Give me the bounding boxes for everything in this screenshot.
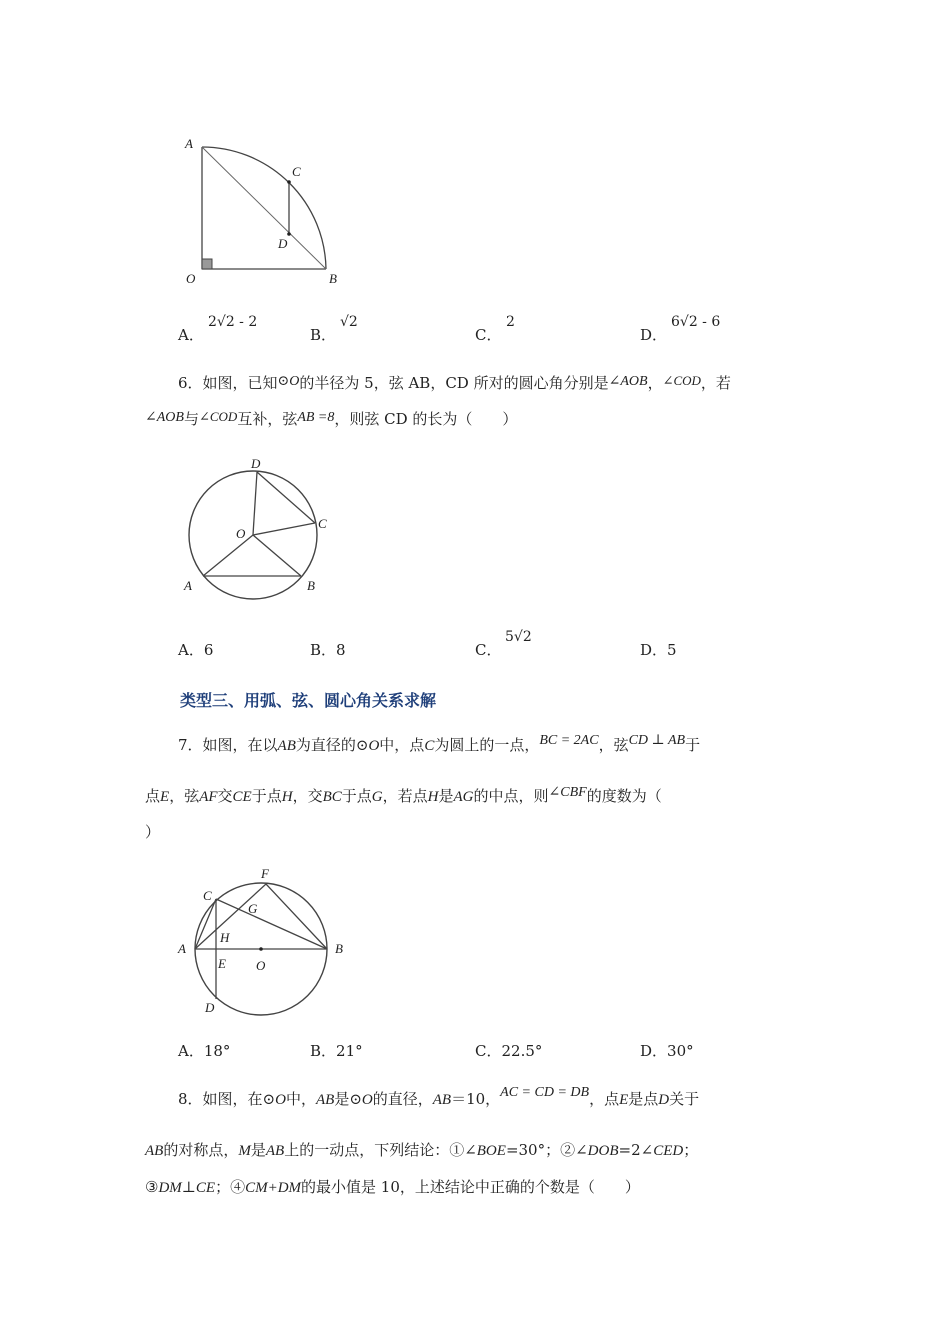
q5-label-c: C <box>292 164 301 179</box>
q7-option-a: A．18° <box>178 1042 231 1060</box>
q7-label-c: C <box>203 888 212 903</box>
q7-option-b: B．21° <box>310 1042 363 1060</box>
q8-line-3: ③DM⊥CE；④CM+DM的最小值是 10，上述结论中正确的个数是（ ） <box>145 1178 640 1196</box>
q7-label-e: E <box>218 956 226 971</box>
q5-option-b-value: √2 <box>340 314 358 330</box>
q7-label-b: B <box>335 941 343 956</box>
q7-line-1: 7．如图，在以AB为直径的⊙O中，点C为圆上的一点，BC = 2AC，弦CD ⊥ AB于 <box>178 733 701 754</box>
q5-option-c: C． <box>475 326 502 344</box>
q6-option-b: B．8 <box>310 641 346 659</box>
q7-label-d: D <box>205 1000 215 1015</box>
q6-label-c: C <box>318 516 327 531</box>
q7-label-a: A <box>178 941 186 956</box>
q7-line-2: 点E，弦AF交CE于点H，交BC于点G，若点H是AG的中点，则∠CBF的度数为（ <box>145 785 662 805</box>
q6-label-o: O <box>236 526 246 541</box>
q6-option-c-value: 5√2 <box>505 629 532 645</box>
q8-line-2: AB的对称点，M是AB上的一动点，下列结论：①∠BOE=30°；②∠DOB=2∠CED； <box>145 1141 699 1159</box>
q5-label-d: D <box>278 236 288 251</box>
q7-line-3: ） <box>145 823 161 841</box>
q6-label-a: A <box>184 578 192 593</box>
q6-line-1: 6．如图，已知⊙O的半径为 5，弦 AB，CD 所对的圆心角分别是∠AOB，∠COD，若 <box>178 373 731 392</box>
q5-option-a-value: 2√2 - 2 <box>208 314 258 330</box>
section-heading: 类型三、用弧、弦、圆心角关系求解 <box>180 691 437 710</box>
q7-label-f: F <box>261 866 269 881</box>
q6-line-2: ∠AOB与∠COD互补，弦AB =8，则弦 CD 的长为（ ） <box>145 409 518 428</box>
q5-option-a: A． <box>178 326 204 344</box>
q7-label-g: G <box>248 901 258 916</box>
q8-line-1: 8．如图，在⊙O中，AB是⊙O的直径，AB＝10，AC = CD = DB，点E是点D关于 <box>178 1085 700 1108</box>
q7-figure <box>172 858 357 1023</box>
q5-option-c-value: 2 <box>506 314 515 330</box>
q5-label-o: O <box>186 271 196 286</box>
q5-option-d: D． <box>640 326 668 344</box>
q7-option-c: C．22.5° <box>475 1042 543 1060</box>
q6-label-d: D <box>251 456 261 471</box>
q6-option-a: A．6 <box>178 641 214 659</box>
q5-label-b: B <box>329 271 337 286</box>
q5-option-b: B． <box>310 326 337 344</box>
q7-option-d: D．30° <box>640 1042 694 1060</box>
q6-option-c: C． <box>475 641 502 659</box>
q5-figure <box>180 130 350 290</box>
q6-option-d: D．5 <box>640 641 677 659</box>
q7-label-o: O <box>256 958 266 973</box>
q5-option-d-value: 6√2 - 6 <box>671 314 721 330</box>
q6-figure <box>178 450 338 610</box>
q6-label-b: B <box>307 578 315 593</box>
q5-label-a: A <box>185 136 193 151</box>
q7-label-h: H <box>220 930 230 945</box>
